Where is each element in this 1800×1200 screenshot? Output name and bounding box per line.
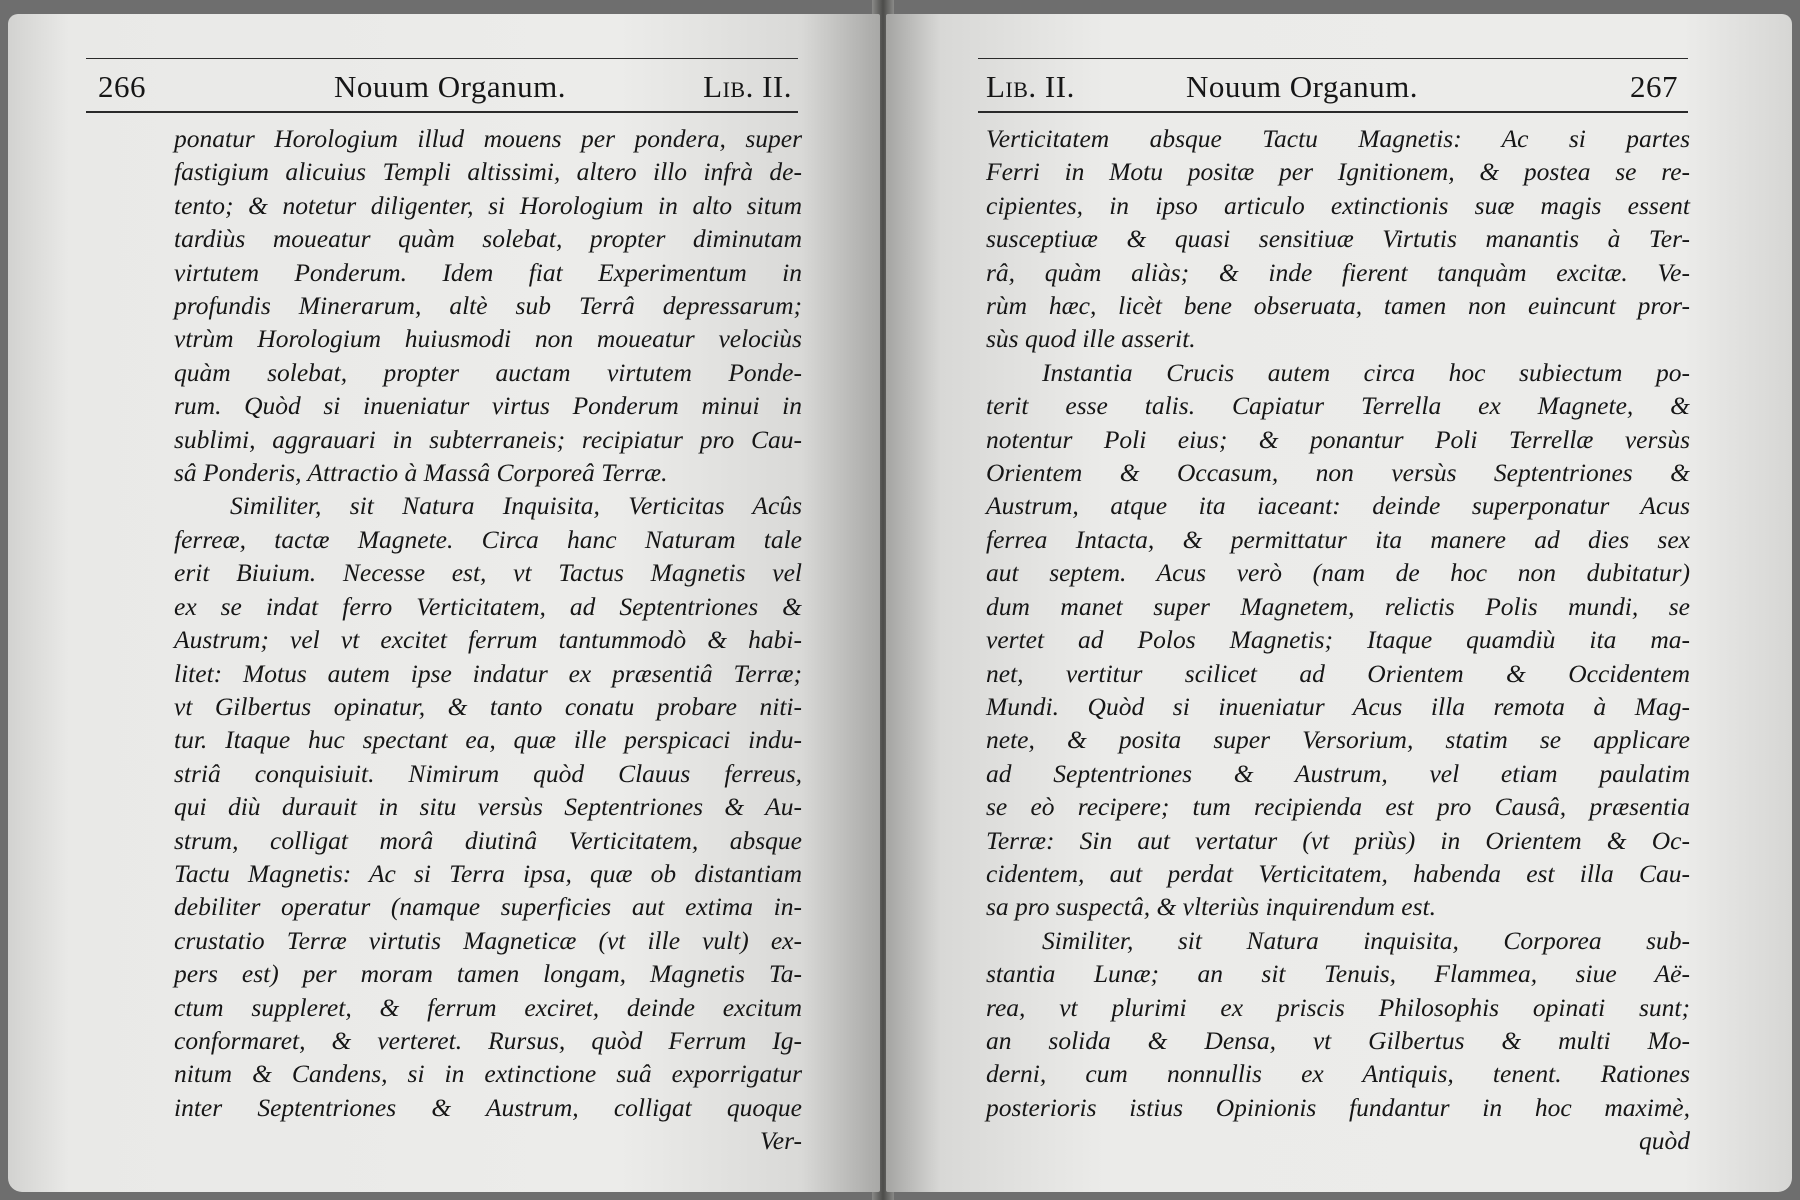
text-line: Mundi. Quòd si inueniatur Acus illa remota à Mag- <box>986 691 1690 721</box>
text-line: aut septem. Acus verò (nam de hoc non dubitatur) <box>986 558 1690 588</box>
text-line: profundis Minerarum, altè sub Terrâ depressarum; <box>174 291 802 321</box>
text-line: conformaret, & verteret. Rursus, quòd Ferrum Ig- <box>174 1025 802 1055</box>
text-line: Austrum, atque ita iaceant: deinde superponatur Acus <box>986 491 1690 521</box>
text-line: sa pro suspectâ, & vlteriùs inquirendum est. <box>986 892 1436 922</box>
right-running-header <box>978 58 1688 113</box>
text-line: tur. Itaque huc spectant ea, quæ ille perspicaci indu- <box>174 725 802 755</box>
text-line: vertet ad Polos Magnetis; Itaque quamdiù ita ma- <box>986 625 1690 655</box>
text-line: ctum suppleret, & ferrum exciret, deinde excitum <box>174 992 802 1022</box>
text-line: nete, & posita super Versorium, statim se applicare <box>986 725 1690 755</box>
text-line: sùs quod ille asserit. <box>986 324 1196 354</box>
left-running-title: Nouum Organum. <box>334 69 567 104</box>
text-line: Similiter, sit Natura Inquisita, Verticitas Acûs <box>230 491 802 521</box>
text-line: Terræ: Sin aut vertatur (vt priùs) in Orientem & Oc- <box>986 825 1690 855</box>
text-line: susceptiuæ & quasi sensitiuæ Virtutis manantis à Ter- <box>986 224 1690 254</box>
text-line: an solida & Densa, vt Gilbertus & multi Mo- <box>986 1025 1690 1055</box>
text-line: ferrea Intacta, & permittatur ita manere ad dies sex <box>986 524 1690 554</box>
left-page-text <box>174 122 802 1158</box>
text-line: ferreæ, tactæ Magnete. Circa hanc Naturam tale <box>174 524 802 554</box>
text-line: rum. Quòd si inueniatur virtus Ponderum minui in <box>174 391 802 421</box>
catchword: Ver- <box>760 1126 802 1156</box>
text-line: Tactu Magnetis: Ac si Terra ipsa, quæ ob distantiam <box>174 858 802 888</box>
text-line: sublimi, aggrauari in subterraneis; recipiatur pro Cau- <box>174 424 802 454</box>
text-line: qui diù durauit in situ versùs Septentriones & Au- <box>174 792 802 822</box>
text-line: cipientes, in ipso articulo extinctionis suæ magis essent <box>986 190 1690 220</box>
text-line: posterioris istius Opinionis fundantur in hoc maximè, <box>986 1092 1690 1122</box>
text-line: vt Gilbertus opinatur, & tanto conatu probare niti- <box>174 691 802 721</box>
right-page <box>886 14 1792 1192</box>
text-line: dum manet super Magnetem, relictis Polis mundi, se <box>986 591 1690 621</box>
text-line: Austrum; vel vt excitet ferrum tantummodò & habi- <box>174 625 802 655</box>
text-line: ponatur Horologium illud mouens per pondera, super <box>174 124 802 153</box>
left-book-label: Lib. II. <box>703 69 792 104</box>
text-line: debiliter operatur (namque superficies aut extima in- <box>174 892 802 922</box>
left-page-number: 266 <box>98 69 146 104</box>
text-line: net, vertitur scilicet ad Orientem & Occidentem <box>986 658 1690 688</box>
text-line: ad Septentriones & Austrum, vel etiam paulatim <box>986 758 1690 788</box>
text-line: cidentem, aut perdat Verticitatem, habenda est illa Cau- <box>986 858 1690 888</box>
text-line: nitum & Candens, si in extinctione suâ exporrigatur <box>174 1059 802 1089</box>
left-page <box>8 14 880 1192</box>
text-line: crustatio Terræ virtutis Magneticæ (vt ille vult) ex- <box>174 925 802 955</box>
text-line: Verticitatem absque Tactu Magnetis: Ac si partes <box>986 124 1690 153</box>
text-line: inter Septentriones & Austrum, colligat quoque <box>174 1092 802 1122</box>
text-line: Similiter, sit Natura inquisita, Corporea sub- <box>1042 925 1690 955</box>
text-line: striâ conquisiuit. Nimirum quòd Clauus ferreus, <box>174 758 802 788</box>
text-line: terit esse talis. Capiatur Terrella ex Magnete, & <box>986 391 1690 421</box>
text-line: tardiùs moueatur quàm solebat, propter diminutam <box>174 224 802 254</box>
text-line: vtrùm Horologium huiusmodi non moueatur velociùs <box>174 324 802 354</box>
text-line: Instantia Crucis autem circa hoc subiectum po- <box>1042 357 1690 387</box>
text-line: rùm hæc, licèt bene obseruata, tamen non euincunt pror- <box>986 291 1690 321</box>
text-line: sâ Ponderis, Attractio à Massâ Corporeâ Terræ. <box>174 458 668 488</box>
text-line: strum, colligat morâ diutinâ Verticitatem, absque <box>174 825 802 855</box>
catchword: quòd <box>1639 1126 1690 1156</box>
text-line: erit Biuium. Necesse est, vt Tactus Magnetis vel <box>174 558 802 588</box>
text-line: rea, vt plurimi ex priscis Philosophis opinati sunt; <box>986 992 1690 1022</box>
text-line: litet: Motus autem ipse indatur ex præsentiâ Terræ; <box>174 658 802 688</box>
right-running-title: Nouum Organum. <box>1186 69 1419 104</box>
right-page-text <box>986 122 1690 1158</box>
text-line: derni, cum nonnullis ex Antiquis, tenent. Rationes <box>986 1059 1690 1089</box>
left-running-header <box>86 58 798 113</box>
text-line: notentur Poli eius; & ponantur Poli Terrellæ versùs <box>986 424 1690 454</box>
text-line: quàm solebat, propter auctam virtutem Ponde- <box>174 357 802 387</box>
text-line: ex se indat ferro Verticitatem, ad Septentriones & <box>174 591 802 621</box>
text-line: Ferri in Motu positæ per Ignitionem, & postea se re- <box>986 157 1690 187</box>
right-page-number: 267 <box>1630 69 1678 104</box>
text-line: virtutem Ponderum. Idem fiat Experimentum in <box>174 257 802 287</box>
text-line: se eò recipere; tum recipienda est pro Causâ, præsentia <box>986 792 1690 822</box>
text-line: Orientem & Occasum, non versùs Septentriones & <box>986 458 1690 488</box>
text-line: pers est) per moram tamen longam, Magnetis Ta- <box>174 959 802 989</box>
text-line: stantia Lunæ; an sit Tenuis, Flammea, siue Aë- <box>986 959 1690 989</box>
text-line: tento; & notetur diligenter, si Horologium in alto situm <box>174 190 802 220</box>
text-line: fastigium alicuius Templi altissimi, altero illo infrà de- <box>174 157 802 187</box>
text-line: râ, quàm aliàs; & inde fierent tanquàm excitæ. Ve- <box>986 257 1690 287</box>
right-book-label: Lib. II. <box>986 69 1075 104</box>
